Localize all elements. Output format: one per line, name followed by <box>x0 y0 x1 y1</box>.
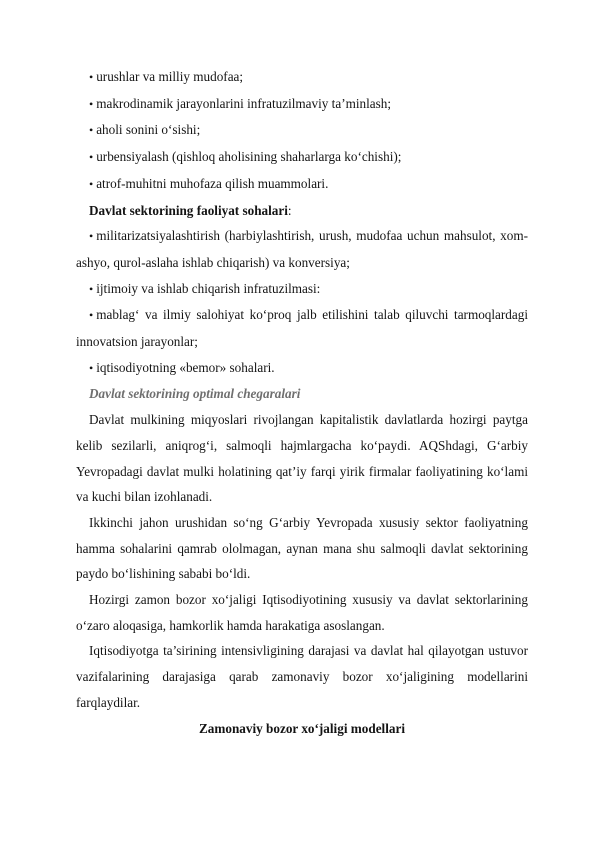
bullet-item: • aholi sonini o‘sishi; <box>89 122 201 138</box>
bullet-item: • urbensiyalash (qishloq aholisining shaharlarga ko‘chishi); <box>89 149 402 165</box>
bullet-icon: • <box>89 123 94 138</box>
bullet-icon: • <box>89 96 94 111</box>
bullet-item: • militarizatsiyalashtirish (harbiylashtirish, urush, mudofaa uchun mahsulot, xom-ashyo, qurol-aslaha ishlab chiqarish) va konversiya; <box>76 228 528 270</box>
bullet-icon: • <box>89 150 94 165</box>
section-heading-borders: Davlat sektorining optimal chegaralari <box>89 386 301 402</box>
section-heading-models: Zamonaviy bozor xo‘jaligi modellari <box>199 720 405 736</box>
body-paragraph: Davlat mulkining miqyoslari rivojlangan kapitalistik davlatlarda hozirgi paytga kelib sezilarli, aniqrog‘i, salmoqli hajmlargacha ko‘paydi. AQShdagi, G‘arbiy Yevropadagi davlat mulki holatining qat’iy farqi yirik firmalar faoliyatining ko‘lami va kuchi bilan izohlanadi. <box>76 412 528 505</box>
body-paragraph: Ikkinchi jahon urushidan so‘ng G‘arbiy Yevropada xususiy sektor faoliyatning hamma sohalarini qamrab ololmagan, aynan mana shu salmoqli davlat sektorining paydo bo‘lishining sababi bo‘ldi. <box>76 514 528 582</box>
bullet-item: • ijtimoiy va ishlab chiqarish infratuzilmasi: <box>89 280 321 296</box>
bullet-item: • iqtisodiyotning «bemor» sohalari. <box>89 359 275 375</box>
bullet-item: • makrodinamik jarayonlarini infratuzilmaviy ta’minlash; <box>89 95 392 111</box>
body-paragraph: Iqtisodiyotga ta’sirining intensivligining darajasi va davlat hal qilayotgan ustuvor vazifalarining darajasiga qarab zamonaviy bozor xo‘jaligining modellarini farqlaydilar. <box>76 643 528 710</box>
bullet-item: • mablag‘ va ilmiy salohiyat ko‘proq jalb etilishini talab qiluvchi tarmoqlardagi innovatsion jarayonlar; <box>76 307 528 350</box>
bullet-icon: • <box>89 176 94 191</box>
page-content <box>76 64 528 741</box>
bullet-item: • urushlar va milliy mudofaa; <box>89 69 244 84</box>
bullet-icon: • <box>89 281 94 296</box>
body-paragraph: Hozirgi zamon bozor xo‘jaligi Iqtisodiyotining xususiy va davlat sektorlarining o‘zaro aloqasiga, hamkorlik hamda harakatiga asoslangan. <box>76 592 528 633</box>
bullet-icon: • <box>89 70 94 84</box>
bullet-icon: • <box>89 360 94 375</box>
bullet-icon: • <box>89 229 94 244</box>
section-heading-sectors: Davlat sektorining faoliyat sohalari: <box>89 202 292 218</box>
bullet-item: • atrof-muhitni muhofaza qilish muammolari. <box>89 175 329 191</box>
bullet-icon: • <box>89 308 94 323</box>
